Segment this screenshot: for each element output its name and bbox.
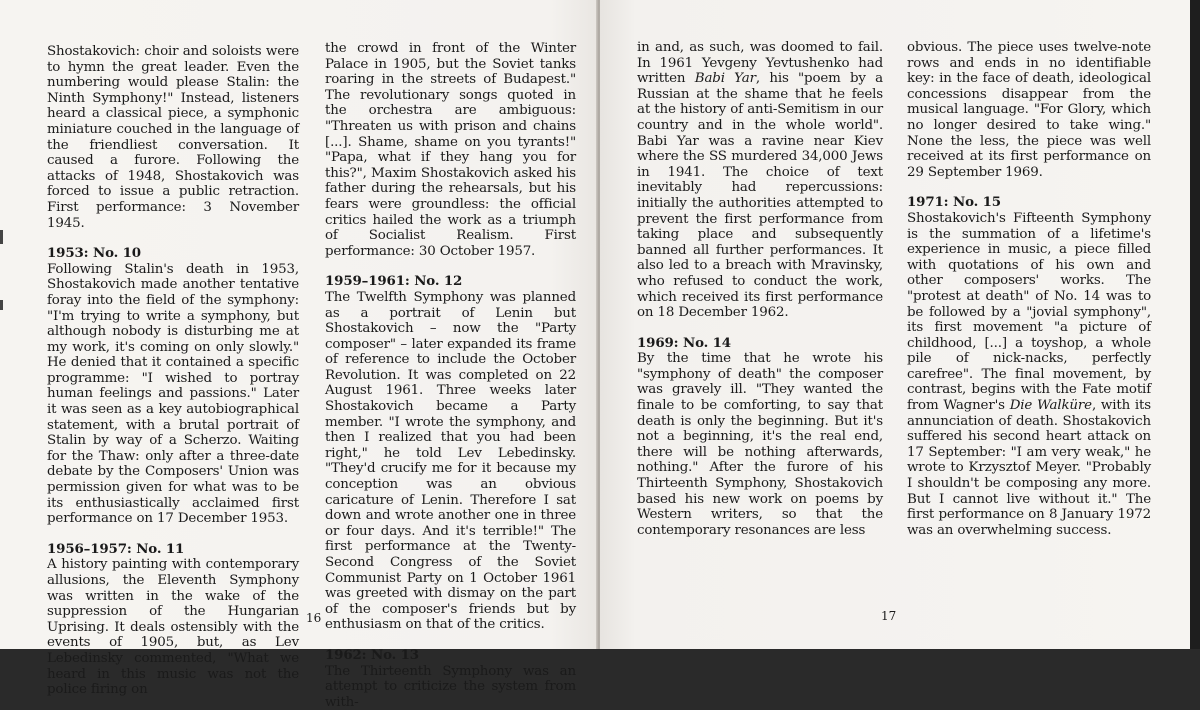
work-title: Babi Yar (694, 71, 756, 87)
section-body (907, 211, 1151, 538)
column-2-intro: the crowd in front of the Winter Palace in 1905, but the Soviet tanks roaring in the streets of Budapest." The revolutionary songs quoted in the orchestra are ambiguous: "Threaten us with prison and chains [...]. Shame, shame on you tyrants!" "Papa, what if they hang you for this?", Maxim Shostakovich asked his father during the rehearsals, but his fears were groundless: the official critics hailed the work as a triumph of Socialist Realism. First performance: 30 October 1957. (325, 41, 576, 259)
section-body: A history painting with contemporary allusions, the Eleventh Symphony was written in the wake of the suppression of the Hungarian Uprising. It deals ostensibly with the events of 1905, but, as Lev Lebedinsky commented, "What we heard in this music was not the police firing on (47, 557, 299, 698)
column-2 (325, 41, 576, 710)
section-no-10 (47, 246, 299, 527)
section-no-13 (325, 648, 576, 710)
section-heading: 1956–1957: No. 11 (47, 540, 185, 557)
section-text: Shostakovich's Fifteenth Symphony is the summation of a lifetime's experience in music, a piece filled with quotations of his own and other composers' works. The "protest at death" of No. 14 was to be followed by a "jovial symphony", its first movement "a picture of childhood, [...] a toyshop, a whole pile of nick-nacks, perfectly carefree". The final movement, by contrast, begins with the Fate motif from Wagner's (907, 210, 1151, 414)
section-no-14 (637, 336, 883, 539)
scan-edge-mark (0, 300, 3, 310)
intro-text: , his "poem by a Russian at the shame that he feels at the history of anti-Semitism in our country and in the whole world". Babi Yar was a ravine near Kiev where the SS murdered 34,000 Jews in 1941. The choice of text inevitably had repercussions: initially the authorities attempted to prevent the first performance from taking place and subsequently banned all further performances. It also led to a breach with Mravinsky, who refused to conduct the work, which received its first performance on 18 December 1962. (637, 71, 884, 321)
section-text: , with its annunciation of death. Shostakovich suffered his second heart attack on 17 September: "I am very weak," he wrote to Krzysztof Meyer. "Probably I shouldn't be composing any more. But I cannot live without it." The first performance on 8 January 1972 was an overwhelming success. (907, 398, 1151, 538)
page-number: 16 (306, 611, 322, 625)
section-heading: 1971: No. 15 (907, 194, 1001, 211)
section-heading: 1962: No. 13 (325, 646, 419, 663)
section-no-11 (47, 542, 299, 698)
work-title: Die Walküre (1009, 398, 1092, 414)
section-heading: 1959–1961: No. 12 (325, 273, 463, 290)
column-1-intro: Shostakovich: choir and soloists were to hymn the great leader. Even the numbering would please Stalin: the Ninth Symphony!" Instead, listeners heard a classical piece, a symphonic miniature couched in the language of the friendliest conversation. It caused a furore. Following the attacks of 1948, Shostakovich was forced to issue a public retraction. First performance: 3 November 1945. (47, 44, 299, 231)
column-3-intro (637, 40, 883, 321)
column-4 (907, 40, 1151, 538)
intro-text: in and, as such, was doomed to fail. In 1961 Yevgeny Yevtushenko had written (637, 40, 883, 87)
page-number: 17 (881, 609, 897, 623)
section-body: By the time that he wrote his "symphony of death" the composer was gravely ill. "They wanted the finale to be comforting, to say that death is only the beginning. But it's not a beginning, it's the real end, there will be nothing afterwards, nothing." After the furore of his Thirteenth Symphony, Shostakovich based his new work on poems by Western writers, so that the contemporary resonances are less (637, 351, 883, 538)
column-1 (47, 44, 299, 698)
column-3 (637, 40, 883, 538)
scan-background-edge (1190, 0, 1200, 649)
section-body: The Thirteenth Symphony was an attempt to criticize the system from with- (325, 663, 576, 710)
section-body: Following Stalin's death in 1953, Shostakovich made another tentative foray into the field of the symphony: "I'm trying to write a symphony, but although nobody is disturbing me at my work, it's coming on only slowly." He denied that it contained a specific programme: "I wished to portray human feelings and passions." Later it was seen as a key autobiographical statement, with a brutal portrait of Stalin by way of a Scherzo. Waiting for the Thaw: only after a three-date debate by the Composers' Union was permission given for what was to be its enthusiastically acclaimed first performance on 17 December 1953. (47, 261, 299, 527)
section-heading: 1969: No. 14 (637, 334, 731, 351)
section-heading: 1953: No. 10 (47, 245, 141, 262)
column-4-intro: obvious. The piece uses twelve-note rows and ends in no identifiable key: in the face of death, ideological concessions disappear from the musical language. "For Glory, which no longer desired to take wing." None the less, the piece was well received at its first performance on 29 September 1969. (907, 40, 1151, 180)
scan-edge-mark (0, 230, 3, 244)
section-no-15 (907, 195, 1151, 538)
right-page (600, 0, 1190, 649)
section-no-12 (325, 274, 576, 633)
left-page (0, 0, 598, 710)
section-body: The Twelfth Symphony was planned as a portrait of Lenin but Shostakovich – now the "Party composer" – later expanded its frame of reference to include the October Revolution. It was completed on 22 August 1961. Three weeks later Shostakovich became a Party member. "I wrote the symphony, and then I realized that you had been right," he told Lev Lebedinsky. "They'd crucify me for it because my conception was an obvious caricature of Lenin. Therefore I sat down and wrote another one in three or four days. And it's terrible!" The first performance at the Twenty-Second Congress of the Soviet Communist Party on 1 October 1961 was greeted with dismay on the part of the composer's friends but by enthusiasm on that of the critics. (325, 289, 576, 633)
